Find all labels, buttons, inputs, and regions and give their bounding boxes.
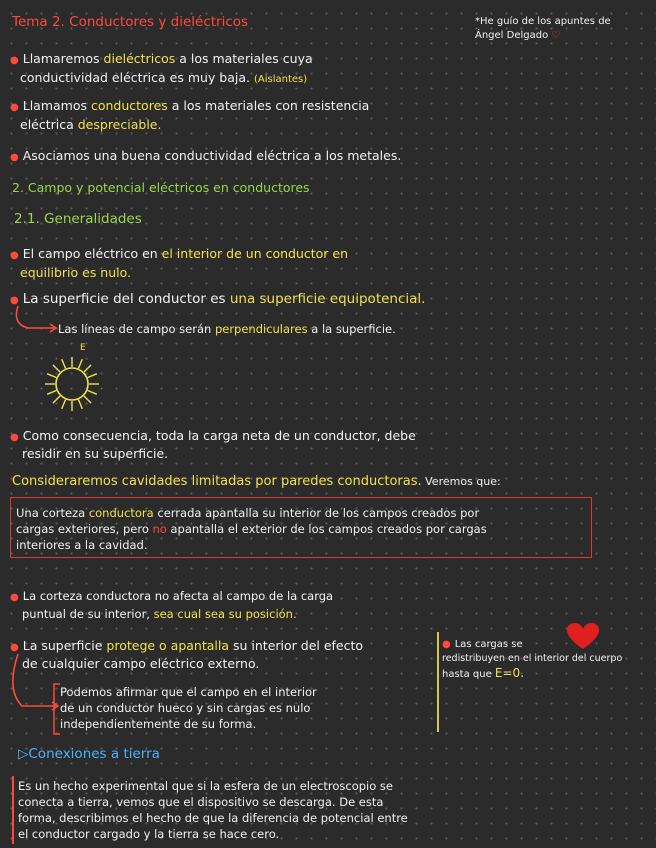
field-line: [53, 396, 60, 403]
bullet-icon: ●: [10, 432, 19, 443]
text: interiores a la cavidad.: [16, 538, 148, 552]
bullet-icon: ●: [10, 55, 19, 66]
bullet-icon: ●: [10, 642, 19, 653]
paragraph-earthing: [18, 778, 408, 842]
paragraph-dielectrics: [10, 50, 313, 88]
section-heading-2: 2. Campo y potencial eléctricos en conductores: [12, 180, 310, 195]
paragraph-conductors: [10, 97, 369, 133]
text: Una corteza: [16, 506, 89, 520]
highlight-cavities: Consideraremos cavidades limitadas por paredes conductoras.: [12, 474, 422, 489]
text: Como consecuencia, toda la carga neta de un conductor, debe: [22, 428, 416, 443]
text: La corteza conductora no afecta al campo de la carga: [22, 589, 334, 603]
highlight-negligible: despreciable.: [77, 117, 162, 132]
text: forma, describimos el hecho de que la diferencia de potencial entre: [18, 811, 408, 825]
text: conductividad eléctrica es muy baja.: [20, 70, 251, 85]
highlight-e-zero: E=0.: [494, 666, 525, 680]
text: El campo eléctrico en: [22, 246, 162, 261]
text: Es un hecho experimental que si la esfera de un electroscopio se: [18, 779, 393, 793]
paragraph-metals: [10, 148, 401, 163]
heart-icon: ♡: [551, 30, 561, 41]
text: Llamaremos: [22, 51, 104, 66]
text: de un conductor hueco y sin cargas es nulo: [60, 701, 311, 715]
text: Veremos que:: [421, 475, 501, 488]
text: su interior del efecto: [229, 638, 364, 653]
highlight-perpendicular: perpendiculares: [214, 322, 308, 336]
field-line: [88, 374, 97, 378]
field-line: [88, 391, 97, 395]
section-heading-2-1: 2.1. Generalidades: [14, 211, 142, 227]
bullet-icon: ●: [10, 250, 19, 261]
text: La superficie: [22, 638, 107, 653]
text: apantalla el exterior de los campos creados por cargas: [166, 522, 487, 536]
paragraph-hollow-conductor: [60, 684, 317, 732]
field-line: [47, 374, 56, 378]
highlight-conductors: conductores: [90, 98, 168, 113]
text: Las cargas se: [454, 639, 523, 650]
field-line: [79, 359, 83, 368]
text: residir en su superficie.: [22, 446, 169, 461]
highlight-interior: el interior de un conductor en: [161, 246, 349, 261]
text: Asociamos una buena conductividad eléctrica a los metales.: [22, 148, 402, 163]
text: Las líneas de campo serán: [58, 322, 215, 336]
side-note-bar: [437, 632, 439, 732]
field-line: [62, 359, 66, 368]
highlight-no: no: [152, 522, 167, 536]
key-statement-text: [16, 505, 487, 553]
text: cargas exteriores, pero: [16, 522, 153, 536]
bullet-icon: ●: [442, 639, 451, 650]
paragraph-point-charge: [10, 588, 333, 622]
text: La superficie del conductor es: [22, 291, 230, 307]
author-note: [475, 15, 611, 43]
text: de cualquier campo eléctrico externo.: [22, 656, 260, 671]
text: eléctrica: [20, 117, 78, 132]
highlight-conductive: conductora: [88, 506, 154, 520]
highlight-equilibrium: equilibrio es nulo.: [20, 265, 132, 280]
paragraph-cavities: [12, 474, 501, 489]
text: conecta a tierra, vemos que el dispositivo se descarga. De esta: [18, 795, 384, 809]
text: el conductor cargado y la tierra se hace cero.: [18, 827, 280, 841]
field-line: [79, 400, 83, 409]
highlight-protects: protege o apantalla: [106, 638, 230, 653]
bullet-icon: ●: [10, 152, 19, 163]
text: a los materiales cuya: [175, 51, 313, 66]
bullet-icon: ●: [10, 102, 19, 113]
page-title: Tema 2. Conductores y dieléctricos: [12, 14, 249, 30]
text: Podemos afirmar que el campo en el interior: [60, 685, 317, 699]
paragraph-field-inside: [10, 245, 348, 281]
text: redistribuyen en el interior del cuerpo: [442, 653, 623, 664]
paragraph-charge-surface: [10, 428, 416, 462]
field-line: [84, 365, 91, 372]
aislantes-note: (Aislantes): [254, 74, 308, 85]
highlight-dielectrics: dieléctricos: [103, 51, 176, 66]
highlight-equipotential: una superficie equipotencial.: [229, 291, 426, 307]
bullet-icon: ●: [10, 295, 19, 306]
text: independientemente de su forma.: [60, 717, 257, 731]
field-line: [62, 400, 66, 409]
left-accent-line: [12, 776, 14, 844]
highlight-any-position: sea cual sea su posición.: [153, 607, 297, 621]
author-note-line1: *He guío de los apuntes de: [475, 16, 611, 27]
text: cerrada apantalla su interior de los campos creados por: [153, 506, 480, 520]
heart-icon: [566, 622, 600, 652]
text: hasta que: [442, 669, 495, 680]
section-heading-earthing: ▷Conexiones a tierra: [18, 746, 160, 762]
text: a la superficie.: [307, 322, 396, 336]
e-label: E: [80, 343, 86, 353]
field-line: [53, 365, 60, 372]
text: a los materiales con resistencia: [167, 98, 370, 113]
field-line: [47, 391, 56, 395]
text: Llamamos: [22, 98, 91, 113]
conductor-field-diagram: [36, 338, 106, 418]
author-note-line2: Ángel Delgado: [475, 30, 549, 41]
paragraph-field-lines: [58, 322, 396, 336]
bullet-icon: ●: [10, 592, 19, 603]
text: puntual de su interior,: [22, 607, 154, 621]
field-line: [84, 396, 91, 403]
paragraph-equipotential: [10, 291, 425, 307]
